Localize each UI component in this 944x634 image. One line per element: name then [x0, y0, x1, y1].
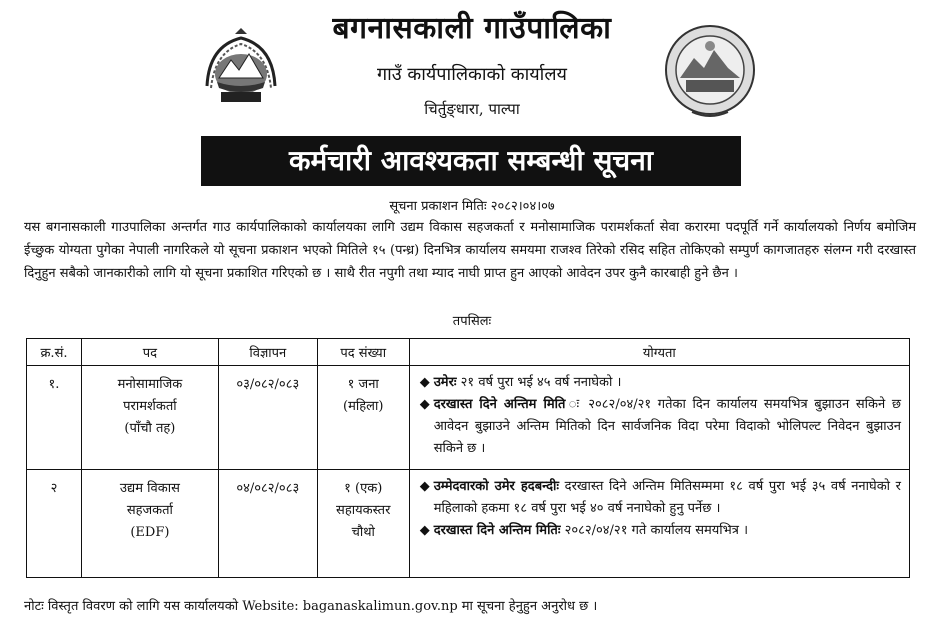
- count-line: सहायकस्तर: [336, 503, 391, 518]
- diamond-bullet-icon: ◆: [419, 375, 430, 390]
- qualification-heading: उमेरः: [433, 375, 457, 390]
- notice-banner: कर्मचारी आवश्यकता सम्बन्धी सूचना: [201, 136, 741, 186]
- publication-date: सूचना प्रकाशन मितिः २०८२।०४।०७: [389, 199, 555, 214]
- qualification-item: [420, 394, 901, 460]
- qualification-heading: दरखास्त दिने अन्तिम मिति: [433, 397, 566, 412]
- qualification-text: ः २०८२/०४/२१ गतेका दिन कार्यालय समयभित्र बुझाउन सकिने छ आवेदन बुझाउने अन्तिम मितिको दिन सार्वजनिक विदा परेमा विदाको भोलिपल्ट निवेदन बुझाउन सकिने छ ।: [433, 397, 902, 456]
- post-line: (EDF): [130, 525, 170, 540]
- cell-post: [81, 470, 218, 578]
- qualification-item: [420, 476, 901, 520]
- count-line: चौथो: [351, 525, 375, 540]
- cell-advertisement: ०३/०८२/०८३: [218, 366, 317, 470]
- qualification-heading: दरखास्त दिने अन्तिम मितिः: [433, 523, 561, 538]
- qualification-text: २१ वर्ष पुरा भई ४५ वर्ष ननाघेको ।: [456, 375, 622, 390]
- footnote: नोटः विस्तृत विवरण को लागि यस कार्यालयको Website: baganaskalimun.gov.np मा सूचना हेनुहुन अनुरोध छ ।: [24, 599, 598, 614]
- qualification-item: [420, 520, 901, 542]
- office-subtitle: गाउँ कार्यपालिकाको कार्यालय: [377, 64, 567, 85]
- header-advertisement: विज्ञापन: [218, 339, 317, 366]
- qualification-item: [420, 372, 901, 394]
- cell-advertisement: ०४/०८२/०८३: [218, 470, 317, 578]
- qualification-text: २०८२/०४/२१ गते कार्यालय समयभित्र ।: [560, 523, 749, 538]
- cell-sn: १.: [27, 366, 82, 470]
- table-header-row: [27, 339, 910, 366]
- diamond-bullet-icon: ◆: [419, 479, 430, 494]
- office-title: बगनासकाली गाउँपालिका: [332, 11, 612, 46]
- header-qualification: योग्यता: [409, 339, 909, 366]
- post-line: परामर्शकर्ता: [123, 399, 177, 414]
- post-line: मनोसामाजिक: [117, 377, 183, 392]
- diamond-bullet-icon: ◆: [419, 397, 430, 412]
- diamond-bullet-icon: ◆: [419, 523, 430, 538]
- cell-post: [81, 366, 218, 470]
- header-sn: क्र.सं.: [27, 339, 82, 366]
- table-row: [27, 470, 910, 578]
- vacancy-table: [26, 338, 910, 578]
- cell-qualification: [409, 366, 909, 470]
- qualification-heading: उम्मेदवारको उमेर हदबन्दीः: [433, 479, 560, 494]
- post-line: उद्यम विकास: [119, 481, 180, 496]
- count-line: (महिला): [343, 399, 384, 414]
- cell-post-count: [317, 470, 409, 578]
- qualification-text: दरखास्त दिने अन्तिम मितिसम्ममा १८ वर्ष पुरा भई ३५ वर्ष ननाघेको र महिलाको हकमा १८ वर्ष पुरा भई ४० वर्ष ननाघेको हुनु पर्नेछ ।: [433, 479, 901, 516]
- post-line: (पाँचौ तह): [124, 421, 176, 436]
- count-line: १ जना: [347, 377, 379, 392]
- cell-post-count: [317, 366, 409, 470]
- table-row: [27, 366, 910, 470]
- cell-qualification: [409, 470, 909, 578]
- header-post: पद: [81, 339, 218, 366]
- schedule-label: तपसिलः: [452, 314, 492, 329]
- count-line: १ (एक): [344, 481, 383, 496]
- post-line: सहजकर्ता: [126, 503, 173, 518]
- notice-intro: यस बगनासकाली गाउपालिका अन्तर्गत गाउ कार्यपालिकाको कार्यालयका लागि उद्यम विकास सहजकर्ता र मनोसामाजिक परामर्शकर्ता सेवा करारमा पदपूर्ति गर्ने कार्यालयको निर्णय बमोजिम ईच्छुक योग्यता पुगेका नेपाली नागरिकले यो सूचना प्रकाशन भएको मितिले १५ (पन्ध्र) दिनभित्र कार्यालय समयमा राजश्व तिरेको रसिद सहित तोकिएको सम्पुर्ण कागजातहरु संलग्न गरी दरखास्त दिनुहुन सबैको जानकारीको लागि यो सूचना प्रकाशित गरिएको छ । साथै रीत नपुगी तथा म्याद नाघी प्राप्त हुन आएको आवेदन उपर कुनै कारबाही हुने छैन ।: [24, 220, 916, 281]
- cell-sn: २: [27, 470, 82, 578]
- header-post-count: पद संख्या: [317, 339, 409, 366]
- office-location: चिर्तुङ्धारा, पाल्पा: [424, 100, 520, 118]
